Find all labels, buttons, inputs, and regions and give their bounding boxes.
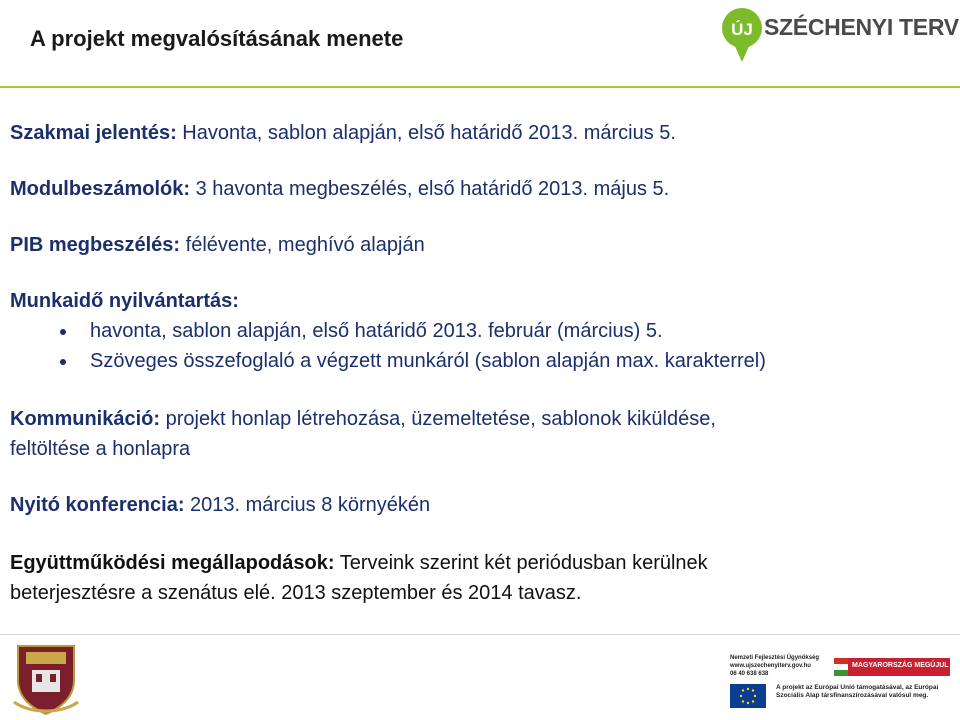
item-label: Együttműködési megállapodások: [10, 552, 335, 574]
slide-title: A projekt megvalósításának menete [30, 26, 404, 51]
bullet-text: Szöveges összefoglaló a végzett munkáról (sablon alapján max. karakterrel) [90, 350, 766, 372]
item-nyito-konferencia [10, 490, 430, 520]
eu-funding-text: A projekt az Európai Unió támogatásával, az Európai Szociális Alap társfinanszírozásával valósul meg. [776, 684, 939, 699]
logo-text: SZÉCHENYI TERV [764, 14, 959, 40]
item-label: Kommunikáció: [10, 408, 161, 430]
item-label: Szakmai jelentés: [10, 122, 177, 144]
item-kommunikacio [10, 404, 716, 434]
item-text: 3 havonta megbeszélés, első határidő 2013. május 5. [190, 178, 670, 200]
item-munkaido [10, 286, 239, 316]
item-text: Terveink szerint két periódusban kerülnek [334, 552, 708, 574]
item-egyuttmukodes-cont [10, 578, 581, 608]
item-text: félévente, meghívó alapján [180, 234, 425, 256]
item-kommunikacio-cont [10, 434, 190, 464]
bullet-icon [60, 359, 66, 365]
bottom-divider [0, 634, 960, 635]
item-label: Modulbeszámolók: [10, 178, 191, 200]
ndu-name: Nemzeti Fejlesztési Ügynökség [730, 655, 820, 661]
item-pib-megbeszeles [10, 230, 425, 260]
item-text: 2013. március 8 környékén [184, 494, 431, 516]
top-divider [0, 86, 960, 88]
bullet-icon [60, 329, 66, 335]
item-szakmai-jelentes [10, 118, 676, 148]
ndu-url: www.ujszechenyiterv.gov.hu [730, 663, 811, 669]
item-modulbeszamolok [10, 174, 669, 204]
eu-flag-icon [730, 684, 766, 708]
ndu-block [730, 654, 819, 678]
ndu-phone: 06 40 638 638 [730, 671, 769, 677]
item-text: projekt honlap létrehozása, üzemeltetése, sablonok kiküldése, [160, 408, 716, 430]
logo-badge-text: ÚJ [731, 20, 753, 39]
item-egyuttmukodes [10, 548, 708, 578]
hungary-banner-text: MAGYARORSZÁG MEGÚJUL [852, 662, 949, 669]
university-crest-icon [10, 640, 82, 716]
item-text: Havonta, sablon alapján, első határidő 2013. március 5. [176, 122, 676, 144]
hungary-flag-icon [834, 658, 848, 676]
bullet-text: havonta, sablon alapján, első határidő 2013. február (március) 5. [90, 320, 663, 342]
item-label: Munkaidő nyilvántartás: [10, 290, 239, 312]
item-label: Nyitó konferencia: [10, 494, 185, 516]
item-label: PIB megbeszélés: [10, 234, 181, 256]
item-text: beterjesztésre a szenátus elé. 2013 szeptember és 2014 tavasz. [10, 582, 582, 604]
item-text: feltöltése a honlapra [10, 438, 191, 460]
